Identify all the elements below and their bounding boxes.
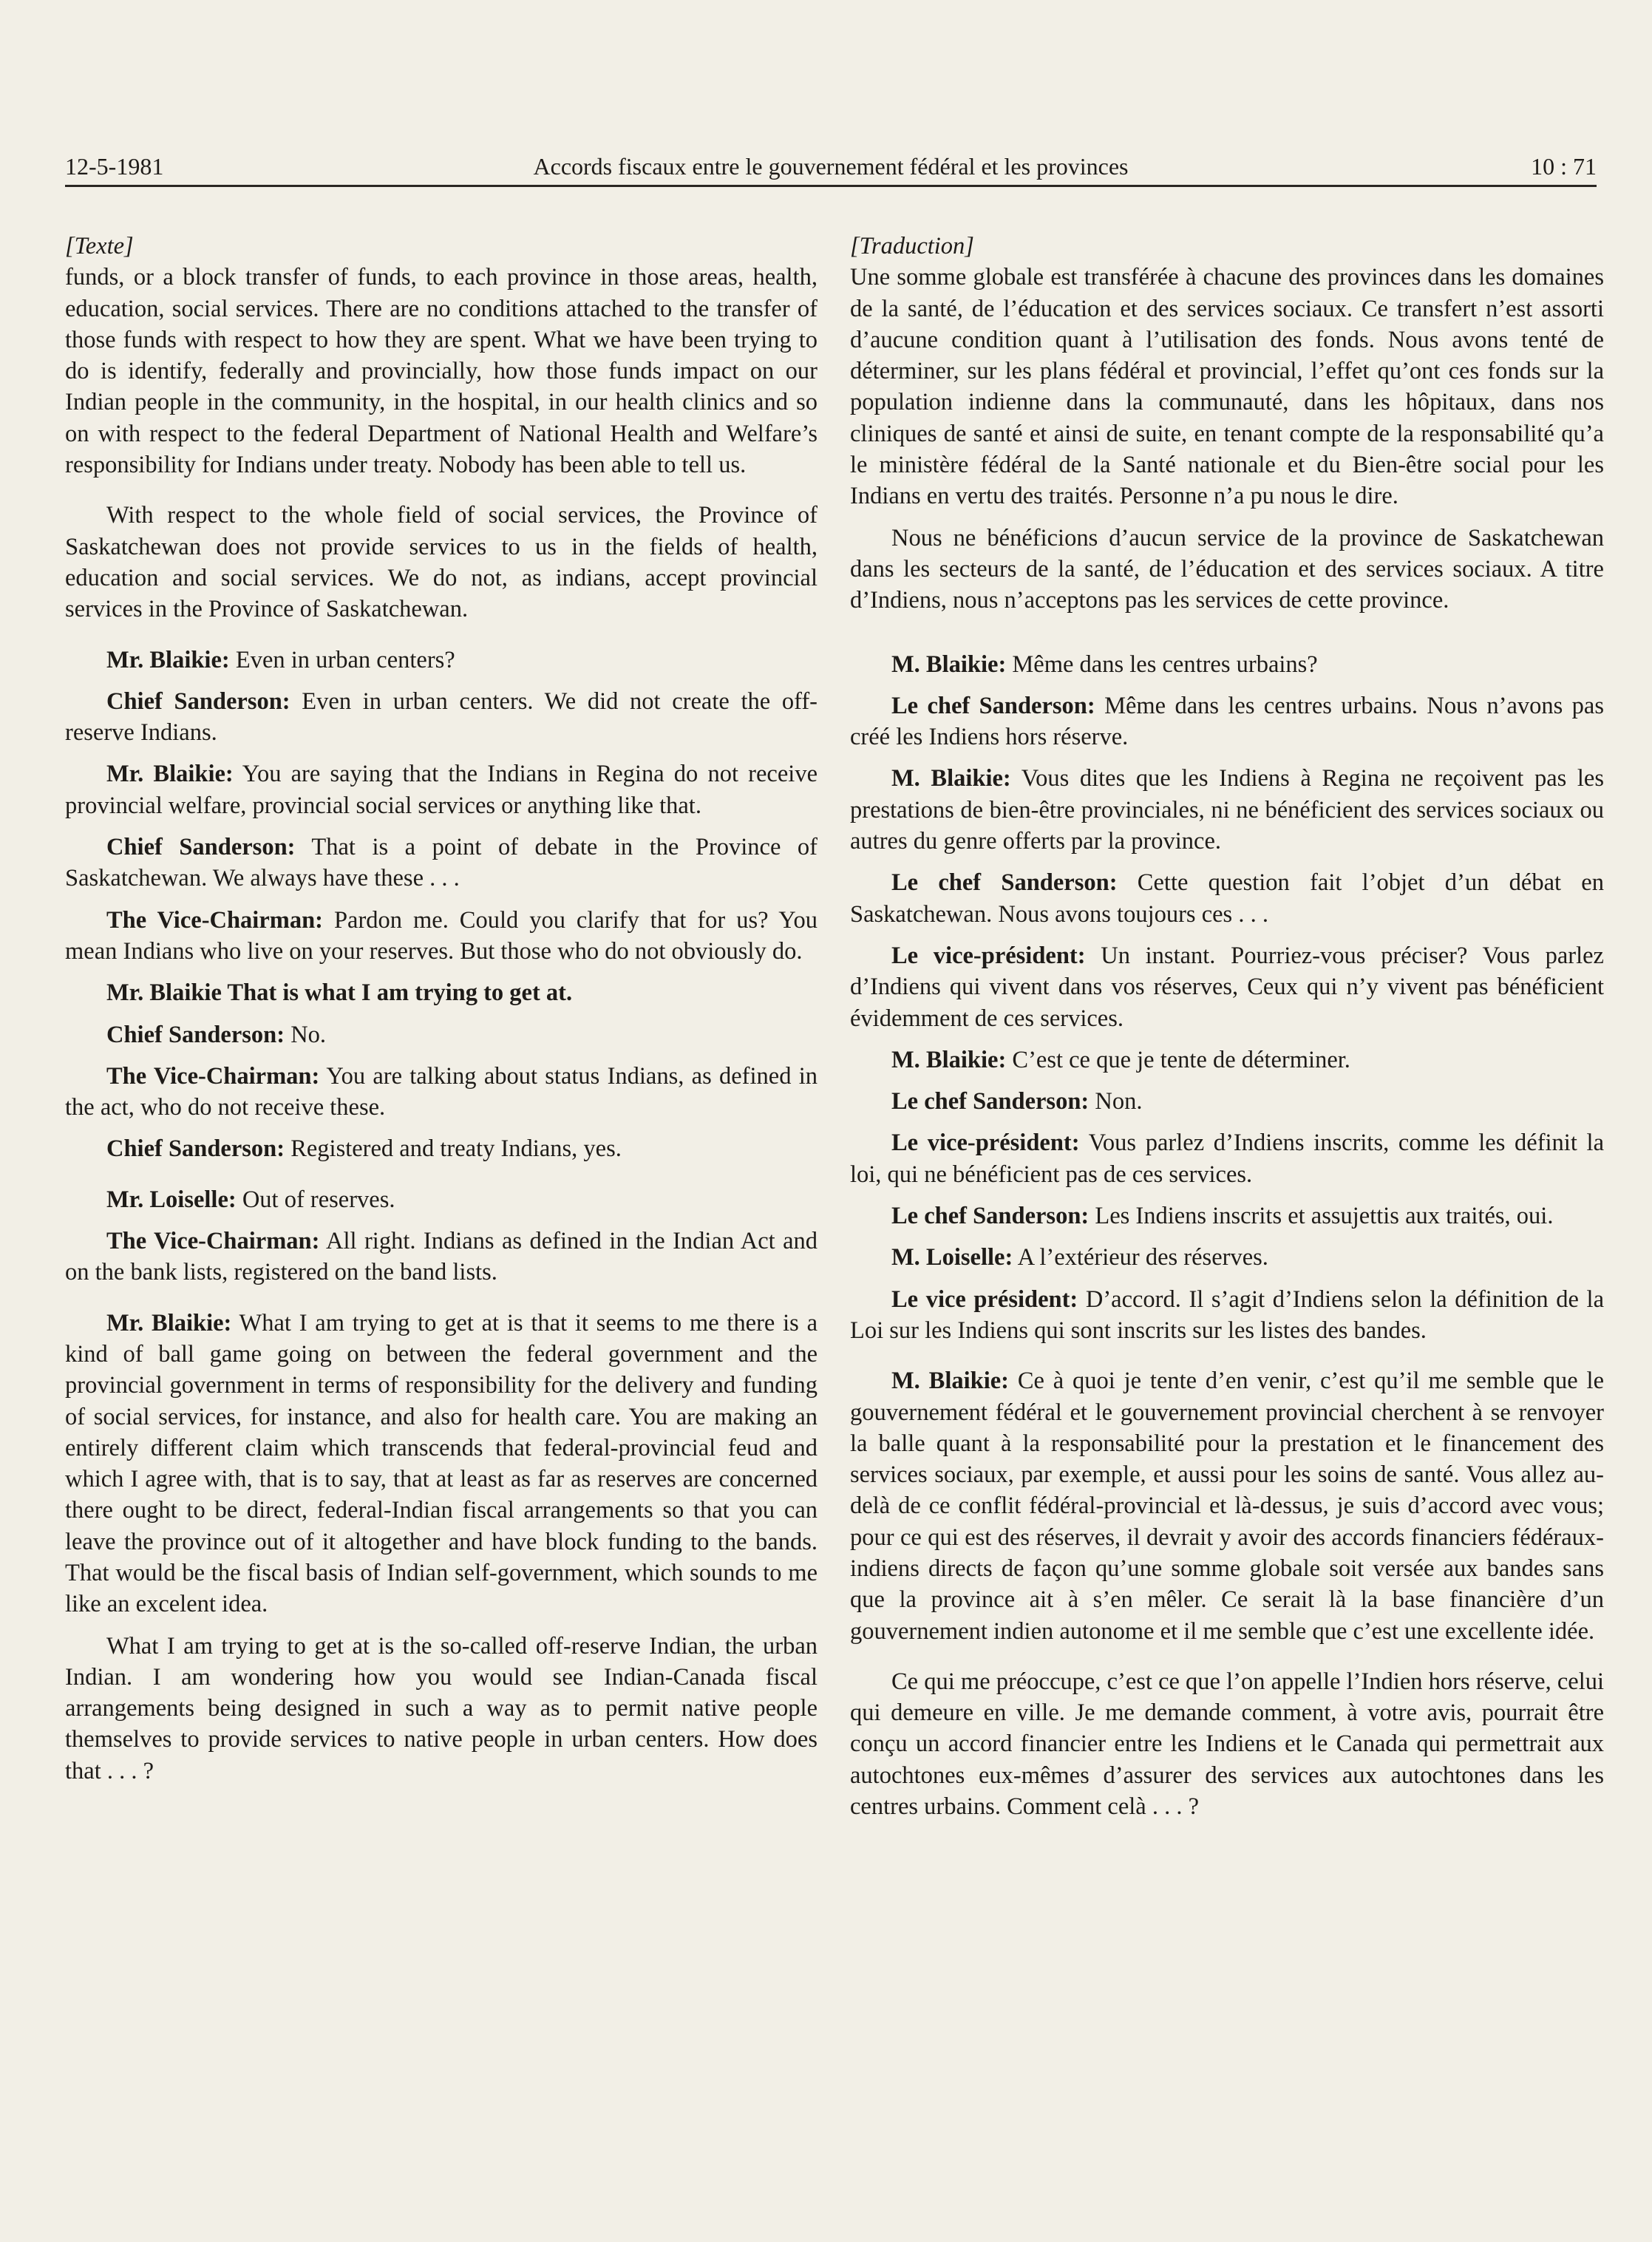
speaker: M. Blaikie: — [891, 1368, 1009, 1395]
statement-text: Même dans les centres urbains. Nous n’avons pas créé les Indiens hors réserve. — [850, 692, 1604, 751]
speaker: Mr. Blaikie: — [106, 1309, 232, 1336]
speaker: Le vice-président: — [891, 942, 1086, 969]
statement — [850, 940, 1604, 1034]
statement — [65, 686, 817, 749]
speaker: Le chef Sanderson: — [891, 869, 1118, 897]
statement-text: Even in urban centers. We did not create the off-reserve Indians. — [65, 687, 817, 747]
speaker: Chief Sanderson: — [106, 687, 290, 715]
column-label-texte: [Texte] — [65, 233, 134, 259]
paragraph: Une somme globale est transférée à chacune des provinces dans les domaines de la santé, de l’éducation et des services sociaux. Ce transfert n’est assorti d’aucune condition quant à l’utilisation des fonds. Nous avons tenté de déterminer, sur les plans fédéral et provincial, l’effet qu’ont ces fonds sur la population indienne dans la communauté, dans les hôpitaux, dans nos cliniques de santé et ainsi de suite, en tenant compte de la responsabilité qu’a le ministère fédéral de la Santé nationale et du Bien-être social pour les Indians en vertu des traités. Personne n’a pu nous le dire. — [850, 264, 1604, 510]
statement-text: Even in urban centers? — [229, 646, 455, 673]
speaker: Le vice-président: — [891, 1130, 1080, 1157]
statement — [65, 645, 817, 676]
header-page-number: 10 : 71 — [1531, 153, 1597, 180]
statement-text: Pardon me. Could you clarify that for us? You mean Indians who live on your reserves. But those who do not obviously do. — [65, 906, 817, 965]
page-header — [65, 146, 1597, 187]
statement — [65, 832, 817, 894]
speaker: Le chef Sanderson: — [891, 1088, 1090, 1115]
statement — [850, 763, 1604, 857]
statement — [850, 1242, 1604, 1273]
speaker: Le chef Sanderson: — [891, 1203, 1090, 1230]
statement — [850, 1200, 1604, 1232]
header-date: 12-5-1981 — [65, 153, 164, 180]
speaker: Le chef Sanderson: — [891, 692, 1095, 719]
paragraph: With respect to the whole field of social services, the Province of Saskatchewan does not provide services to us in the fields of health, education and social services. We do not, as indians, accept provincial services in the Province of Saskatchewan. — [65, 502, 817, 623]
statement-text: Registered and treaty Indians, yes. — [285, 1135, 622, 1163]
column-label-traduction: [Traduction] — [850, 233, 974, 259]
speaker: The Vice-Chairman: — [106, 1062, 320, 1090]
speaker: M. Blaikie: — [891, 765, 1011, 792]
statement-text: C’est ce que je tente de déterminer. — [1006, 1046, 1350, 1073]
statement — [65, 1226, 817, 1288]
statement — [850, 867, 1604, 930]
statement-text: Out of reserves. — [236, 1186, 395, 1213]
statement — [65, 1019, 817, 1050]
statement — [850, 649, 1604, 680]
statement — [65, 1184, 817, 1215]
statement — [65, 977, 817, 1008]
speaker: M. Loiselle: — [891, 1244, 1013, 1271]
statement-text: What I am trying to get at is that it seems to me there is a kind of ball game going on between the federal government and the provincial government in terms of responsibility for the delivery and funding of social services, for instance, and also for health care. You are making an entirely different claim which transcends that federal-provincial feud and which I agree with, that is to say, that at least as far as reserves are concerned there ought to be direct, federal-Indian fiscal arrangements so that you can leave the province out of it altogether and have block funding to the bands. That would be the fiscal basis of Indian self-government, which sounds to me like an excelent idea. — [65, 1309, 817, 1618]
statement-text: D’accord. Il s’agit d’Indiens selon la définition de la Loi sur les Indiens qui sont inscrits sur les listes des bandes. — [850, 1285, 1604, 1344]
statement — [850, 1044, 1604, 1076]
statement — [65, 758, 817, 821]
statement-text: All right. Indians as defined in the Indian Act and on the bank lists, registered on the band lists. — [65, 1228, 817, 1286]
statement-text: Non. — [1089, 1088, 1143, 1115]
statement — [850, 1086, 1604, 1117]
speaker: Chief Sanderson: — [106, 1021, 285, 1048]
statement-text: That is a point of debate in the Province of Saskatchewan. We always have these . . . — [65, 834, 817, 892]
statement — [65, 905, 817, 968]
speaker: M. Blaikie: — [891, 650, 1007, 678]
statement — [850, 1365, 1604, 1647]
statement — [850, 690, 1604, 753]
statement-text: A l’extérieur des réserves. — [1013, 1244, 1268, 1271]
speaker: Le vice président: — [891, 1285, 1078, 1313]
french-column — [850, 231, 1604, 1822]
statement-text: Cette question fait l’objet d’un débat en Saskatchewan. Nous avons toujours ces . . . — [850, 869, 1604, 928]
speaker: Mr. Blaikie: — [106, 761, 234, 788]
paragraph: Nous ne bénéficions d’aucun service de la province de Saskatchewan dans les secteurs de la santé, de l’éducation et des services sociaux. A titre d’Indiens, nous n’acceptons pas les services de cette province. — [850, 524, 1604, 614]
statement-text: Vous parlez d’Indiens inscrits, comme les définit la loi, qui ne bénéficient pas de ces services. — [850, 1130, 1604, 1188]
speaker: Mr. Blaikie That is what I am trying to get at. — [106, 979, 573, 1007]
statement-text: You are saying that the Indians in Regina do not receive provincial welfare, provincial social services or anything like that. — [65, 761, 817, 819]
speaker: Chief Sanderson: — [106, 834, 296, 861]
statement-text: No. — [285, 1021, 327, 1048]
statement — [850, 1284, 1604, 1347]
paragraph: What I am trying to get at is the so-called off-reserve Indian, the urban Indian. I am wondering how you would see Indian-Canada fiscal arrangements being designed in such a way as to permit native people themselves to provide services to native people in urban centers. How does that . . . ? — [65, 1632, 817, 1784]
statement-text: Les Indiens inscrits et assujettis aux traités, oui. — [1089, 1203, 1554, 1230]
statement-text: You are talking about status Indians, as defined in the act, who do not receive these. — [65, 1062, 817, 1121]
statement — [65, 1133, 817, 1164]
statement — [65, 1061, 817, 1124]
paragraph: Ce qui me préoccupe, c’est ce que l’on appelle l’Indien hors réserve, celui qui demeure en ville. Je me demande comment, à votre avis, pourrait être conçu un accord financier entre les Indiens et le Canada qui permettrait aux autochtones eux-mêmes d’assurer des services aux autochtones dans les centres urbains. Comment celà . . . ? — [850, 1668, 1604, 1821]
paragraph: funds, or a block transfer of funds, to each province in those areas, health, education, social services. There are no conditions attached to the transfer of those funds with respect to how they are spent. What we have been trying to do is identify, federally and provincially, how those funds impact on our Indian people in the community, in the hospital, in our health clinics and so on with respect to the federal Department of National Health and Welfare’s responsibility for Indians under treaty. Nobody has been able to tell us. — [65, 264, 817, 479]
statement-text: Même dans les centres urbains? — [1006, 650, 1318, 678]
english-column — [65, 231, 817, 1787]
speaker: Mr. Blaikie: — [106, 646, 230, 673]
statement-text: Vous dites que les Indiens à Regina ne reçoivent pas les prestations de bien-être provinciales, ni ne bénéficient des services sociaux ou autres du genre offerts par la province. — [850, 765, 1604, 855]
speaker: Chief Sanderson: — [106, 1135, 285, 1163]
statement-text: Un instant. Pourriez-vous préciser? Vous parlez d’Indiens qui vivent dans vos réserves, Ceux qui n’y vivent pas bénéficient évidemment de ces services. — [850, 942, 1604, 1032]
speaker: Mr. Loiselle: — [106, 1186, 237, 1213]
speaker: The Vice-Chairman: — [106, 906, 323, 934]
statement-text: Ce à quoi je tente d’en venir, c’est qu’il me semble que le gouvernement fédéral et le gouvernement provincial cherchent à se renvoyer la balle quant à la responsabilité pour la prestation et le financement des services sociaux, par exemple, et aussi pour les soins de santé. Vous allez au-delà de ce conflit fédéral-provincial et là-dessus, je suis d’accord avec vous; pour ce qui est des réserves, il devrait y avoir des accords financiers fédéraux-indiens directs de façon qu’une somme globale soit versée aux bandes sans que la province ait à s’en mêler. Ce serait là la base financière d’un gouvernement indien autonome et il me semble que c’est une excellente idée. — [850, 1368, 1604, 1645]
speaker: M. Blaikie: — [891, 1046, 1007, 1073]
header-title: Accords fiscaux entre le gouvernement fédéral et les provinces — [533, 153, 1129, 180]
statement — [65, 1308, 817, 1620]
speaker: The Vice-Chairman: — [106, 1228, 320, 1255]
statement — [850, 1127, 1604, 1190]
